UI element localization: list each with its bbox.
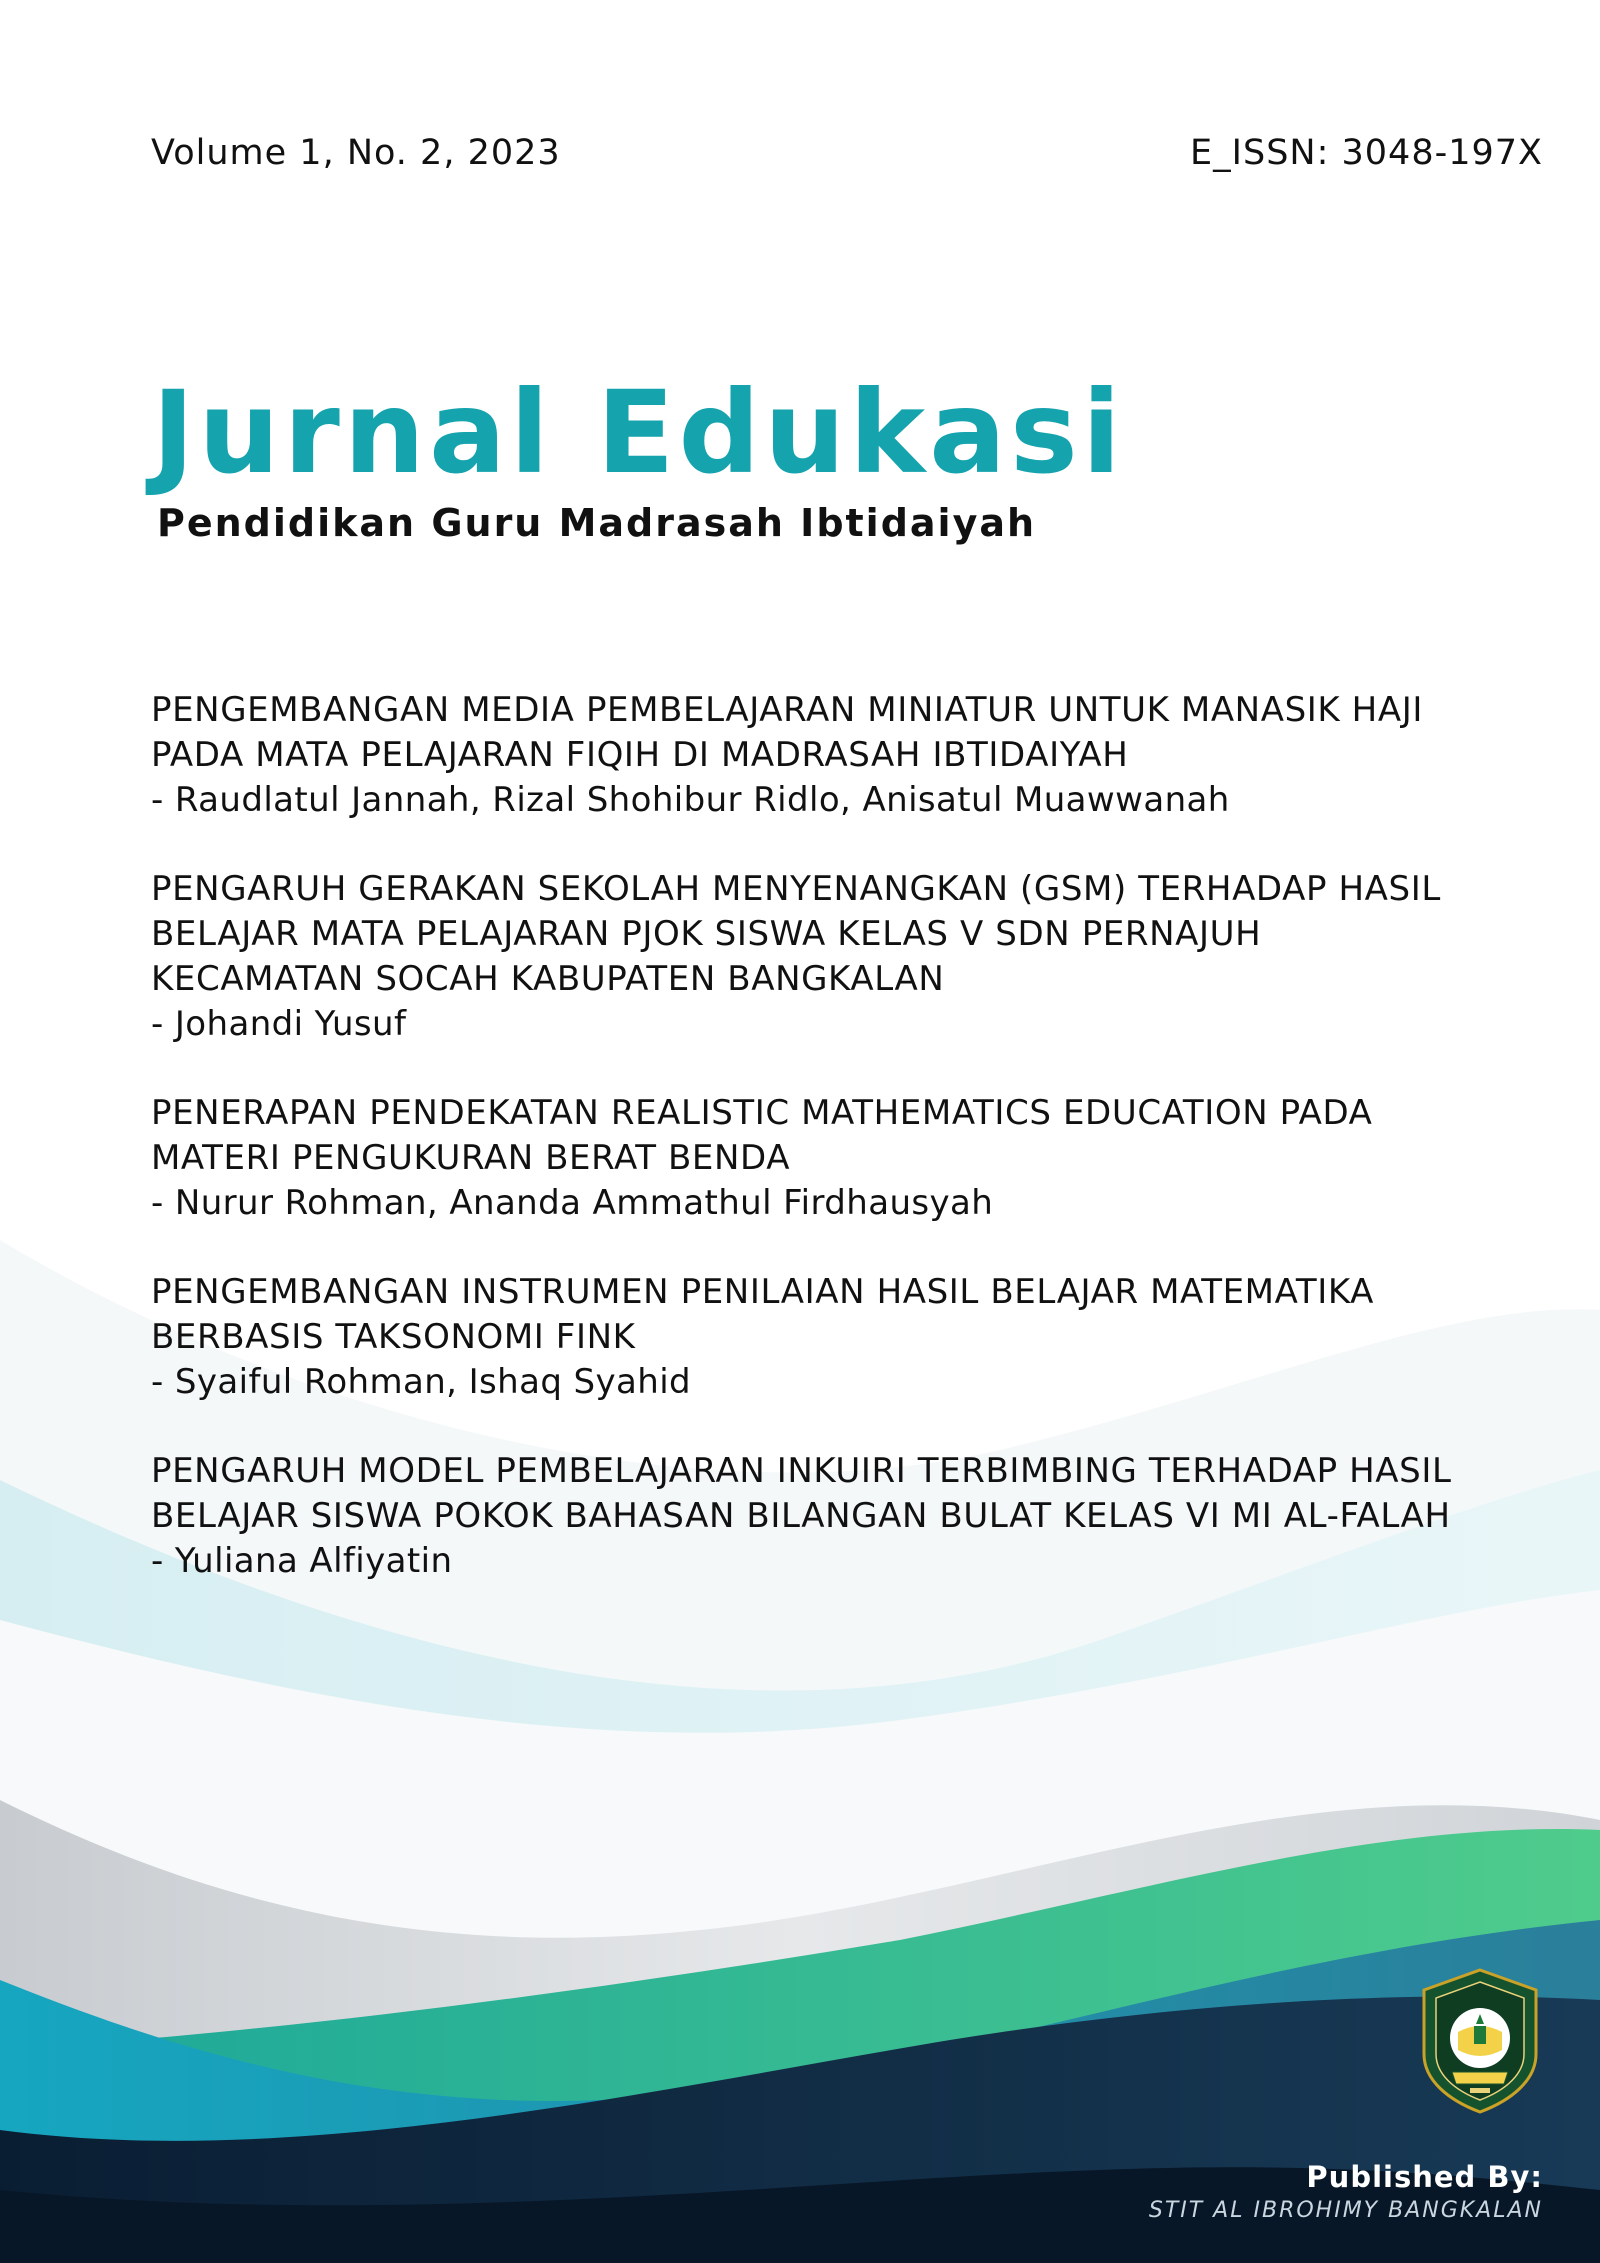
article-title: PENGEMBANGAN INSTRUMEN PENILAIAN HASIL BELAJAR MATEMATIKA BERBASIS TAKSONOMI FINK: [151, 1272, 1374, 1357]
publisher-block: [1149, 2160, 1543, 2223]
article-title: PENGARUH MODEL PEMBELAJARAN INKUIRI TERBIMBING TERHADAP HASIL BELAJAR SISWA POKOK BAHASAN BILANGAN BULAT KELAS VI MI AL-FALAH: [151, 1451, 1452, 1536]
journal-subtitle: Pendidikan Guru Madrasah Ibtidaiyah: [157, 501, 1037, 545]
article-authors: - Raudlatul Jannah, Rizal Shohibur Ridlo, Anisatul Muawwanah: [151, 780, 1230, 820]
article-authors: - Johandi Yusuf: [151, 1004, 407, 1044]
article-item: [151, 1091, 1481, 1226]
issn-info: E_ISSN: 3048-197X: [1190, 133, 1543, 173]
published-by-label: Published By:: [1306, 2160, 1543, 2194]
article-authors: - Syaiful Rohman, Ishaq Syahid: [151, 1362, 692, 1402]
article-item: [151, 1270, 1481, 1405]
article-authors: - Yuliana Alfiyatin: [151, 1541, 453, 1581]
article-item: [151, 1449, 1481, 1584]
journal-title: Jurnal Edukasi: [152, 366, 1125, 499]
article-authors: - Nurur Rohman, Ananda Ammathul Firdhausyah: [151, 1183, 994, 1223]
institution-seal-icon: [1418, 1968, 1542, 2114]
article-item: [151, 867, 1481, 1047]
article-title: PENERAPAN PENDEKATAN REALISTIC MATHEMATICS EDUCATION PADA MATERI PENGUKURAN BERAT BENDA: [151, 1093, 1373, 1178]
article-list: [151, 688, 1481, 1628]
publisher-name: STIT AL IBROHIMY BANGKALAN: [1148, 2198, 1543, 2223]
article-title: PENGEMBANGAN MEDIA PEMBELAJARAN MINIATUR UNTUK MANASIK HAJI PADA MATA PELAJARAN FIQIH DI MADRASAH IBTIDAIYAH: [151, 690, 1423, 775]
article-item: [151, 688, 1481, 823]
article-title: PENGARUH GERAKAN SEKOLAH MENYENANGKAN (GSM) TERHADAP HASIL BELAJAR MATA PELAJARAN PJOK SISWA KELAS V SDN PERNAJUH KECAMATAN SOCAH KABUPATEN BANGKALAN: [151, 869, 1441, 999]
volume-info: Volume 1, No. 2, 2023: [151, 133, 561, 173]
